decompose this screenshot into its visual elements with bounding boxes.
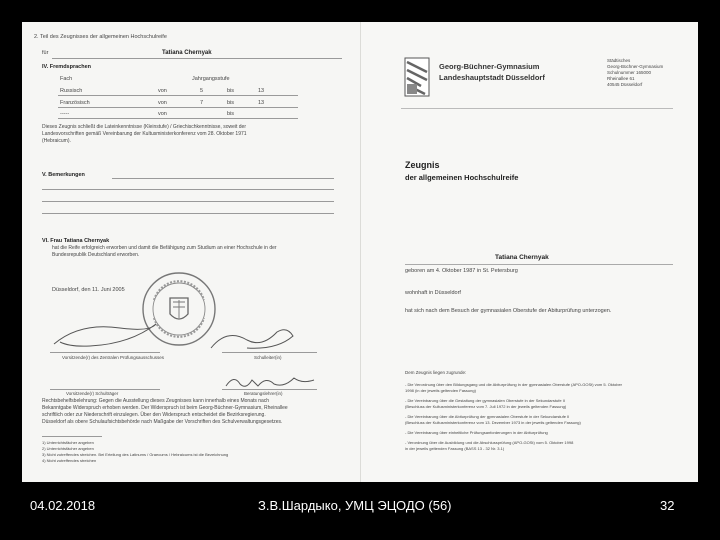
basis-line: - Verordnung über die Ausbildung und die Abschlussprüfung (APO-GOSt) vom 5. Oktober 1998 [405,440,574,445]
basis-line: 1998 (in der jeweils geltenden Fassung) [405,388,476,393]
basis-line: (Beschluss der Kultusministerkonferenz vom 7. Juli 1972 in der jeweils geltenden Fassung) [405,404,567,409]
basis-line: - Die Verordnung über den Bildungsgang und die Abiturprüfung in der gymnasialen Oberstufe (APO-GOSt) vom 5. Oktober [405,382,623,387]
row-von: von [158,111,167,117]
legal-notice-line: schriftlich oder zur Niederschrift einzulegen. Über den Widerspruch entscheidet die Bezirksregierung. [42,412,266,418]
student-name: Tatiana Chernyak [162,50,212,56]
birth-line: geboren am 4. Oktober 1987 in St. Petersburg [405,268,518,274]
footer-author: З.В.Шардыко, УМЦ ЭЦОДО (56) [258,498,452,513]
divider [52,58,342,59]
scanned-document [22,22,698,482]
row-to: 13 [258,88,265,94]
name-label: für [42,50,49,56]
left-page [22,22,360,482]
row-to: 13 [258,100,265,106]
footer-date: 04.02.2018 [30,498,96,513]
stamp-line: Rheinallee 61 [607,76,635,81]
remark-line [42,201,334,202]
row-bis: bis [227,111,235,117]
section-result: VI. Frau Tatiana Chernyak [42,238,110,244]
section-remarks: V. Bemerkungen [42,172,85,178]
signature-right-icon [207,322,297,356]
signature-caption: Schulleiter(in) [254,355,282,360]
footnote: 4) Nicht zutreffendes streichen [42,458,97,463]
row-from: 5 [200,88,204,94]
basis-line: (Beschluss der Kultusministerkonferenz vom 13. Dezember 1973 in der jeweils geltenden Fassung) [405,420,581,425]
divider [401,108,673,109]
remark-line [112,178,334,179]
stamp-line: Georg-Büchner-Gymnasium [607,64,664,69]
footnote-divider [42,436,102,437]
paragraph-line: (Hebraicum). [42,138,71,144]
school-city: Landeshauptstadt Düsseldorf [439,73,545,82]
remark-line [42,189,334,190]
stamp-line: 40545 Düsseldorf [607,82,643,87]
residence-line: wohnhaft in Düsseldorf [405,290,461,296]
remark-line [42,213,334,214]
row-from: 7 [200,100,204,106]
right-page [360,22,698,482]
footnote: 2) Unterrichtsfächer angeben [42,446,94,451]
legal-notice-line: Rechtsbehelfsbelehrung: Gegen die Ausstellung dieses Zeugnisses kann innerhalb eines Monats nach [42,398,270,404]
signature-line [222,352,317,353]
legal-notice-line: Bekanntgabe Widerspruch erhoben werden. Der Widerspruch ist beim Georg-Büchner-Gymnasium, Rheinallee [42,405,288,411]
document-subtitle: der allgemeinen Hochschulreife [405,173,519,182]
row-fach: Russisch [60,88,83,94]
signature-line [50,352,160,353]
footnote: 3) Nicht zutreffendes streichen. Bei Erteilung des Latinums / Graecums / Hebraicums ist die Bezeichnung [42,452,229,457]
stamp-line: Städtisches [607,58,631,63]
divider [58,107,298,108]
header-note: 2. Teil des Zeugnisses der allgemeinen Hochschulreife [34,34,167,40]
paragraph-line: Dieses Zeugnis schließt die Lateinkenntnisse (Kleinstufe) / Griechischkenntnisse, soweit der [42,124,246,130]
signature-line [50,389,160,390]
basis-line: - Die Vereinbarung über die Gestaltung der gymnasialen Oberstufe in der Sekundarstufe II [405,398,565,403]
signature-caption: Beratungslehrer(in) [244,391,283,396]
signature-left-icon [50,314,160,354]
school-name: Georg-Büchner-Gymnasium [439,62,540,71]
divider [405,264,673,265]
basis-heading: Dem Zeugnis liegen zugrunde: [405,370,467,375]
divider [58,95,298,96]
basis-line: - Die Vereinbarung über einheitliche Prüfungsanforderungen in der Abiturprüfung [405,430,548,435]
place-date: Düsseldorf, den 11. Juni 2005 [52,287,125,293]
paragraph-line: Landesvorschriften gemäß Vereinbarung der Kultusministerkonferenz vom 28. Oktober 1971 [42,131,247,137]
signature-line [222,389,317,390]
footer-page-number: 32 [660,498,675,513]
section-foreign-languages: IV. Fremdsprachen [42,64,92,70]
student-name-right: Tatiana Chernyak [495,254,549,261]
school-logo-icon [403,56,431,98]
legal-notice-line: Düsseldorf als obere Schulaufsichtsbehörde nach Maßgabe der Vorschriften des Schulverwaltungsgesetzes. [42,419,283,425]
stamp-line: Schulnummer 165000 [607,70,652,75]
basis-line: in der jeweils geltenden Fassung (BASS 13 - 32 Nr. 3.1) [405,446,505,451]
signature-caption: Vorsitzende(r) Schulträger [66,391,119,396]
row-bis: bis [227,100,235,106]
divider [58,118,298,119]
table-head-jahrgang: Jahrgangsstufe [192,76,230,82]
row-bis: bis [227,88,235,94]
row-von: von [158,100,167,106]
slide-footer [0,482,720,540]
document-title: Zeugnis [405,160,440,170]
row-fach: Französisch [60,100,90,106]
signature-caption: Vorsitzende(r) des Zentralen Prüfungsausschusses [62,355,165,360]
row-von: von [158,88,167,94]
paragraph-line: hat die Reife erfolgreich erworben und damit die Befähigung zum Studium an einer Hochschule in der [52,245,277,251]
basis-line: - Die Vereinbarung über die Abiturprüfung der gymnasialen Oberstufe in der Sekundarstufe II [405,414,570,419]
footnote: 1) Unterrichtsfächer angeben [42,440,94,445]
table-head-fach: Fach [60,76,73,82]
paragraph-line: Bundesrepublik Deutschland erworben. [52,252,140,258]
row-fach: ----- [60,111,70,117]
exam-line: hat sich nach dem Besuch der gymnasialen Oberstufe der Abiturprüfung unterzogen. [405,308,612,314]
